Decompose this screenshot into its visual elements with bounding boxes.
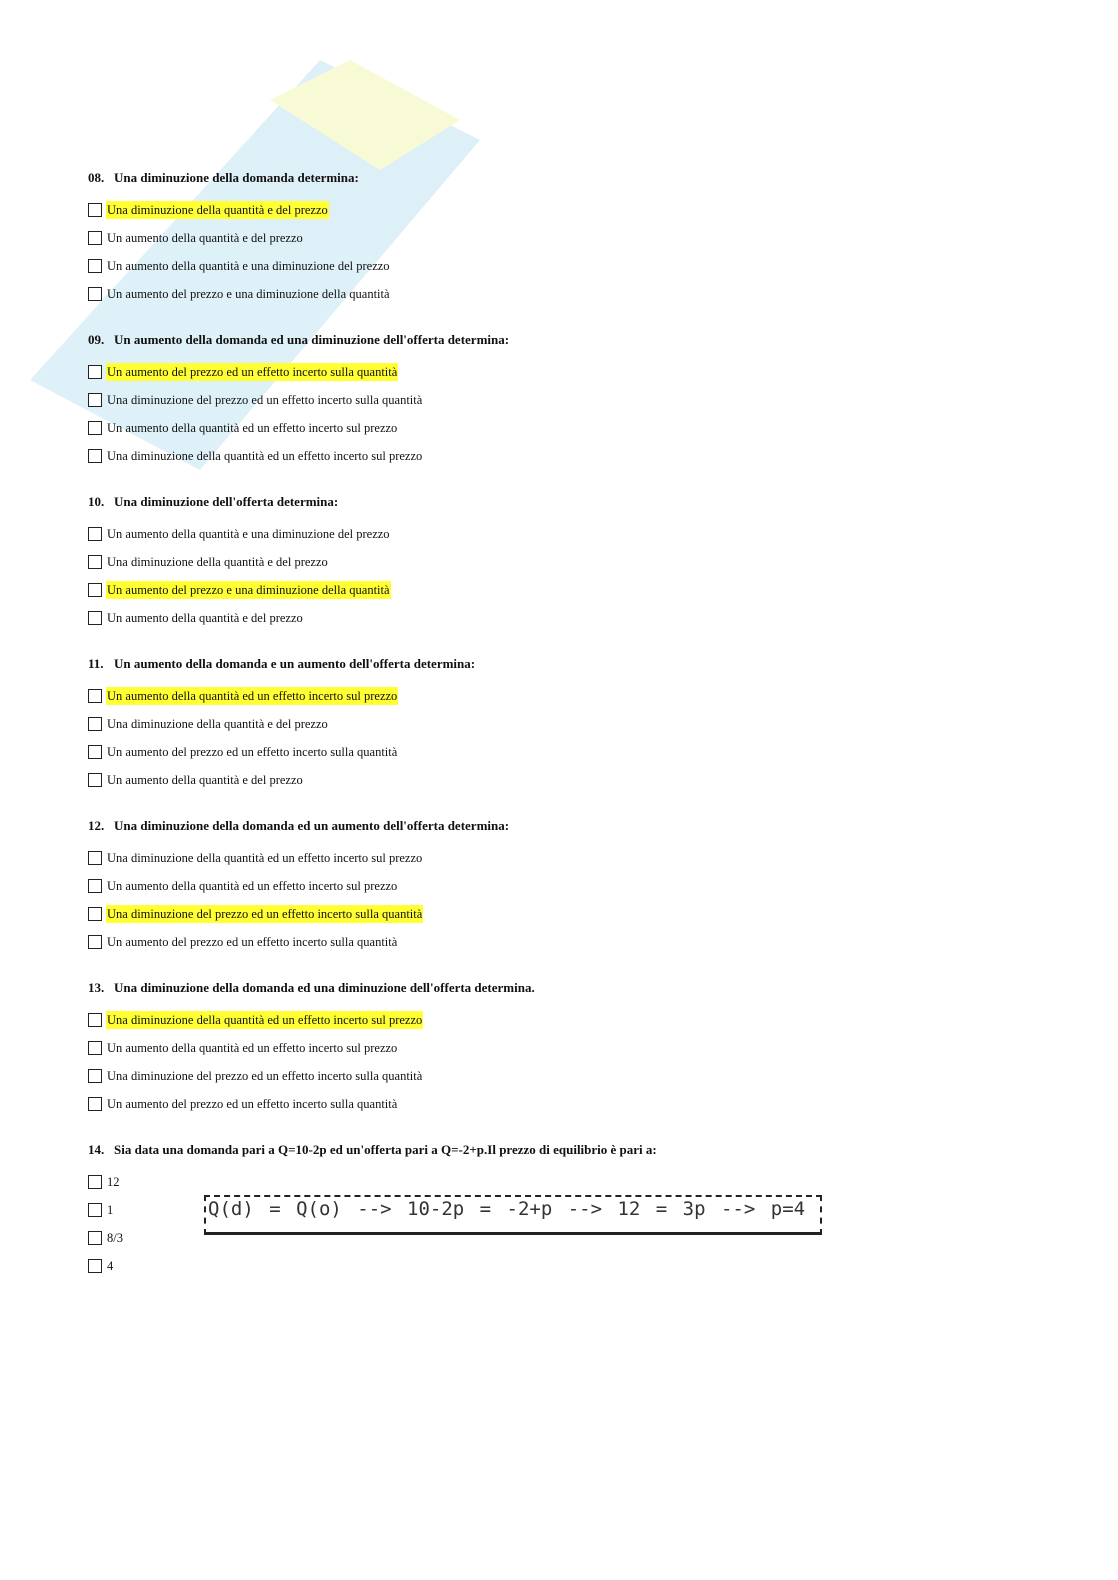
answer-checkbox[interactable] — [88, 287, 102, 301]
question-title — [88, 978, 1048, 998]
quiz-page — [88, 168, 1048, 1302]
answer-option[interactable] — [88, 280, 1048, 308]
answer-label: Un aumento del prezzo ed un effetto incerto sulla quantità — [107, 1097, 398, 1111]
answer-checkbox[interactable] — [88, 449, 102, 463]
answer-checkbox[interactable] — [88, 935, 102, 949]
answer-option[interactable] — [88, 604, 1048, 632]
answer-label-highlighted: Una diminuzione del prezzo ed un effetto incerto sulla quantità — [107, 907, 423, 921]
question-13 — [88, 978, 1048, 1118]
answer-checkbox[interactable] — [88, 421, 102, 435]
solution-annotation-box: Q(d) = Q(o) --> 10-2p = -2+p --> 12 = 3p --> p=4 — [204, 1195, 822, 1235]
answer-label-highlighted: Un aumento del prezzo e una diminuzione della quantità — [107, 583, 390, 597]
answer-checkbox[interactable] — [88, 259, 102, 273]
answer-label-highlighted: Un aumento della quantità ed un effetto incerto sul prezzo — [107, 689, 398, 703]
question-10 — [88, 492, 1048, 632]
answer-option[interactable] — [88, 1252, 1048, 1280]
answer-option[interactable] — [88, 1006, 1048, 1034]
answer-checkbox[interactable] — [88, 1041, 102, 1055]
answer-checkbox[interactable] — [88, 203, 102, 217]
answer-label: Un aumento della quantità e una diminuzione del prezzo — [107, 527, 390, 541]
answer-checkbox[interactable] — [88, 773, 102, 787]
answer-label: Un aumento del prezzo e una diminuzione della quantità — [107, 287, 390, 301]
answer-checkbox[interactable] — [88, 851, 102, 865]
answer-option[interactable] — [88, 548, 1048, 576]
answer-checkbox[interactable] — [88, 1203, 102, 1217]
answer-checkbox[interactable] — [88, 1231, 102, 1245]
question-title — [88, 1140, 1048, 1160]
answer-label: Un aumento della quantità e del prezzo — [107, 773, 303, 787]
answer-checkbox[interactable] — [88, 611, 102, 625]
answer-checkbox[interactable] — [88, 231, 102, 245]
question-08 — [88, 168, 1048, 308]
answer-option[interactable] — [88, 224, 1048, 252]
answer-option[interactable] — [88, 196, 1048, 224]
question-text: Sia data una domanda pari a Q=10-2p ed un'offerta pari a Q=-2+p.Il prezzo di equilibrio è pari a: — [114, 1142, 657, 1157]
question-number: 09. — [88, 332, 105, 347]
answer-label: 12 — [107, 1175, 120, 1189]
answer-label: Un aumento del prezzo ed un effetto incerto sulla quantità — [107, 935, 398, 949]
answer-option[interactable] — [88, 520, 1048, 548]
answer-option[interactable] — [88, 844, 1048, 872]
question-number: 14. — [88, 1142, 105, 1157]
answer-checkbox[interactable] — [88, 745, 102, 759]
answer-label: Un aumento della quantità e del prezzo — [107, 231, 303, 245]
answer-option[interactable] — [88, 576, 1048, 604]
answer-option[interactable] — [88, 358, 1048, 386]
answer-option[interactable] — [88, 1090, 1048, 1118]
answer-option[interactable] — [88, 738, 1048, 766]
answer-option[interactable] — [88, 1034, 1048, 1062]
question-text: Un aumento della domanda ed una diminuzione dell'offerta determina: — [114, 332, 510, 347]
answer-option[interactable] — [88, 386, 1048, 414]
answer-checkbox[interactable] — [88, 1097, 102, 1111]
answer-label: Una diminuzione del prezzo ed un effetto incerto sulla quantità — [107, 393, 423, 407]
answer-option[interactable] — [88, 252, 1048, 280]
question-text: Una diminuzione della domanda determina: — [114, 170, 359, 185]
answer-option[interactable] — [88, 682, 1048, 710]
answer-label: Una diminuzione della quantità ed un effetto incerto sul prezzo — [107, 851, 423, 865]
answer-label: Un aumento della quantità ed un effetto incerto sul prezzo — [107, 1041, 398, 1055]
question-text: Un aumento della domanda e un aumento dell'offerta determina: — [114, 656, 476, 671]
question-12 — [88, 816, 1048, 956]
answer-checkbox[interactable] — [88, 689, 102, 703]
answer-label-highlighted: Un aumento del prezzo ed un effetto incerto sulla quantità — [107, 365, 398, 379]
question-title — [88, 168, 1048, 188]
answer-checkbox[interactable] — [88, 555, 102, 569]
answer-checkbox[interactable] — [88, 1069, 102, 1083]
answer-label: Una diminuzione del prezzo ed un effetto incerto sulla quantità — [107, 1069, 423, 1083]
answer-checkbox[interactable] — [88, 393, 102, 407]
answer-checkbox[interactable] — [88, 365, 102, 379]
answer-option[interactable] — [88, 928, 1048, 956]
answer-label: Un aumento della quantità ed un effetto incerto sul prezzo — [107, 879, 398, 893]
answer-label: 8/3 — [107, 1231, 123, 1245]
question-number: 08. — [88, 170, 105, 185]
answer-option[interactable] — [88, 872, 1048, 900]
answer-option[interactable] — [88, 1168, 1048, 1196]
question-text: Una diminuzione dell'offerta determina: — [114, 494, 339, 509]
question-title — [88, 816, 1048, 836]
answer-label-highlighted: Una diminuzione della quantità ed un effetto incerto sul prezzo — [107, 1013, 423, 1027]
answer-label: 1 — [107, 1203, 114, 1217]
question-11 — [88, 654, 1048, 794]
answer-option[interactable] — [88, 414, 1048, 442]
question-title — [88, 654, 1048, 674]
answer-label: Una diminuzione della quantità ed un effetto incerto sul prezzo — [107, 449, 423, 463]
answer-checkbox[interactable] — [88, 717, 102, 731]
question-number: 12. — [88, 818, 105, 833]
answer-checkbox[interactable] — [88, 907, 102, 921]
answer-option[interactable] — [88, 442, 1048, 470]
question-number: 10. — [88, 494, 105, 509]
answer-checkbox[interactable] — [88, 1013, 102, 1027]
answer-option[interactable] — [88, 710, 1048, 738]
answer-checkbox[interactable] — [88, 1175, 102, 1189]
answer-label: Un aumento della quantità e una diminuzione del prezzo — [107, 259, 390, 273]
answer-label: 4 — [107, 1259, 114, 1273]
answer-checkbox[interactable] — [88, 583, 102, 597]
answer-option[interactable] — [88, 766, 1048, 794]
question-text: Una diminuzione della domanda ed una diminuzione dell'offerta determina. — [114, 980, 535, 995]
question-14 — [88, 1140, 1048, 1280]
answer-label: Un aumento del prezzo ed un effetto incerto sulla quantità — [107, 745, 398, 759]
answer-label: Una diminuzione della quantità e del prezzo — [107, 555, 328, 569]
answer-checkbox[interactable] — [88, 527, 102, 541]
question-09 — [88, 330, 1048, 470]
question-number: 13. — [88, 980, 105, 995]
answer-label: Un aumento della quantità e del prezzo — [107, 611, 303, 625]
question-title — [88, 330, 1048, 350]
question-title — [88, 492, 1048, 512]
answer-label-highlighted: Una diminuzione della quantità e del prezzo — [107, 203, 328, 217]
answer-option[interactable] — [88, 1062, 1048, 1090]
answer-checkbox[interactable] — [88, 1259, 102, 1273]
answer-label: Una diminuzione della quantità e del prezzo — [107, 717, 328, 731]
answer-label: Un aumento della quantità ed un effetto incerto sul prezzo — [107, 421, 398, 435]
question-number: 11. — [88, 656, 104, 671]
question-text: Una diminuzione della domanda ed un aumento dell'offerta determina: — [114, 818, 510, 833]
answer-option[interactable] — [88, 900, 1048, 928]
answer-checkbox[interactable] — [88, 879, 102, 893]
